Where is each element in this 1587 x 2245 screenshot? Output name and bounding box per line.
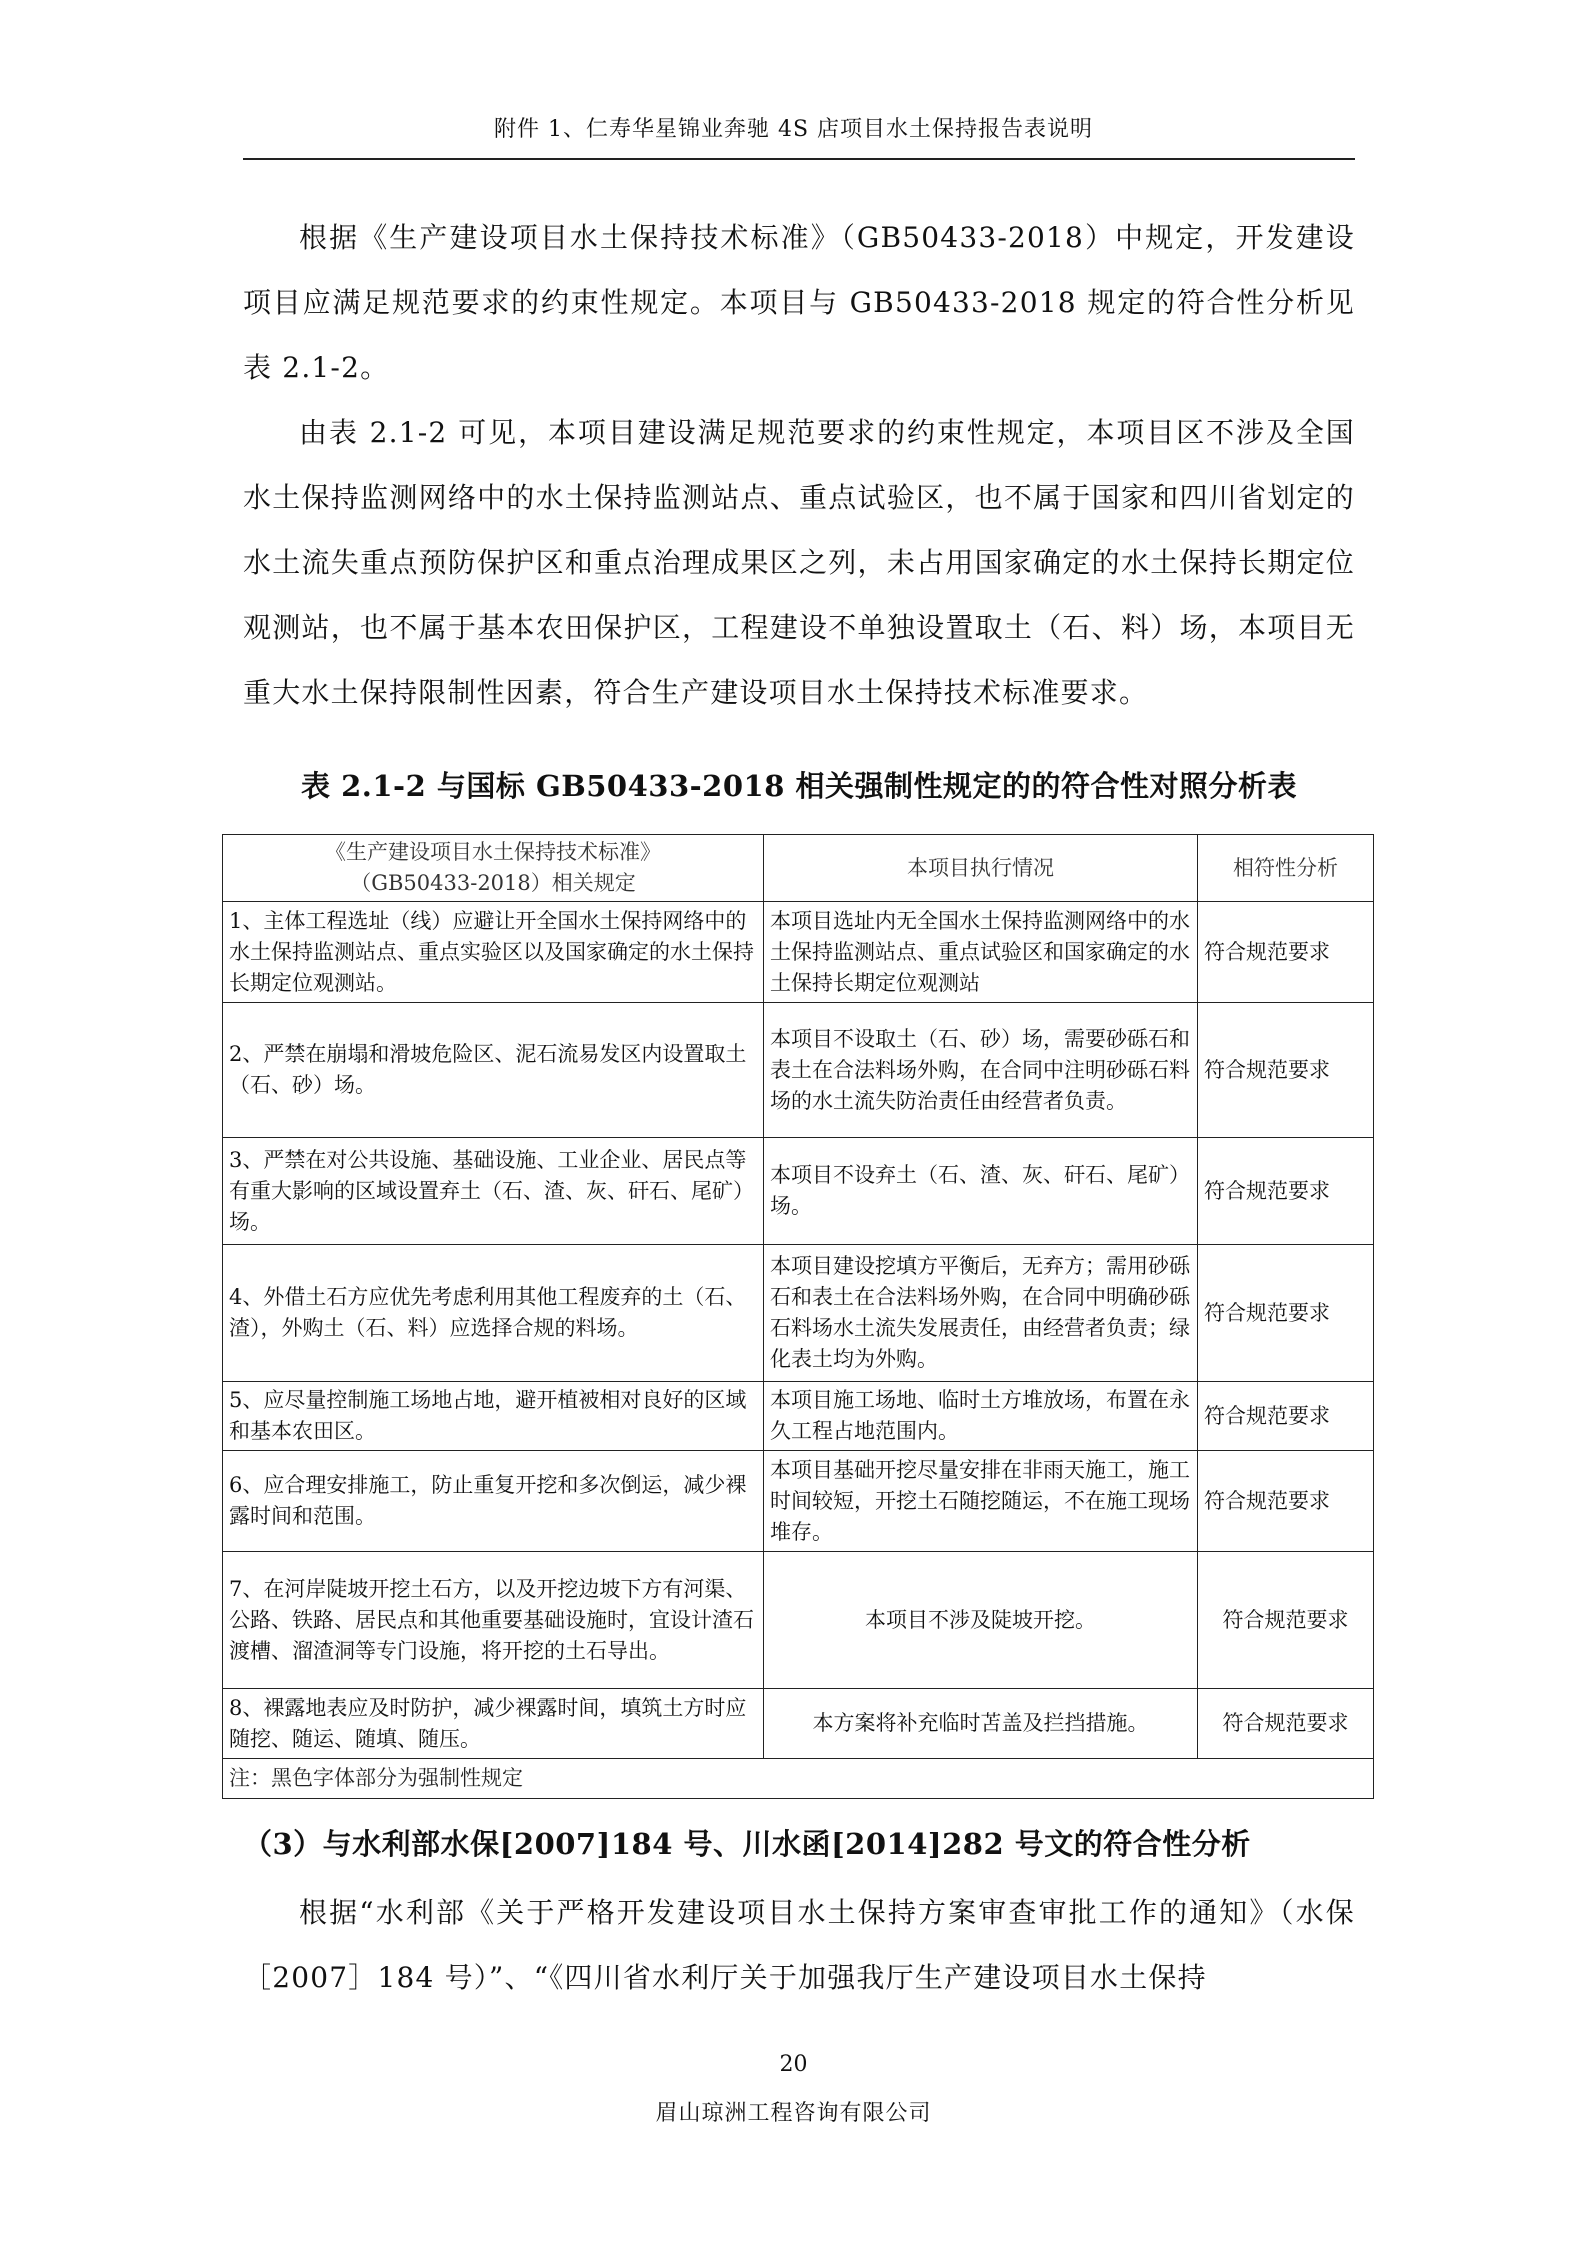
status-cell: 本项目施工场地、临时土方堆放场，布置在永久工程占地范围内。: [764, 1382, 1198, 1451]
section-heading: （3）与水利部水保[2007]184 号、川水函[2014]282 号文的符合性分析: [243, 1827, 1251, 1861]
result-cell: 符合规范要求: [1198, 902, 1374, 1003]
result-cell: 符合规范要求: [1198, 1451, 1374, 1552]
header-status: 本项目执行情况: [764, 835, 1198, 902]
table-row: [223, 1451, 1374, 1552]
table-header-row: [223, 835, 1374, 902]
header-result: 相符性分析: [1198, 835, 1374, 902]
paragraph-2: 由表 2.1-2 可见，本项目建设满足规范要求的约束性规定，本项目区不涉及全国水土保持监测网络中的水土保持监测站点、重点试验区，也不属于国家和四川省划定的水土流失重点预防保护区和重点治理成果区之列，未占用国家确定的水土保持长期定位观测站，也不属于基本农田保护区，工程建设不单独设置取土（石、料）场，本项目无重大水土保持限制性因素，符合生产建设项目水土保持技术标准要求。: [243, 416, 1355, 709]
company-name: 眉山琼洲工程咨询有限公司: [655, 2101, 932, 2126]
result-cell: 符合规范要求: [1198, 1138, 1374, 1245]
rule-cell: 7、在河岸陡坡开挖土石方，以及开挖边坡下方有河渠、公路、铁路、居民点和其他重要基础设施时，宜设计渣石渡槽、溜渣洞等专门设施，将开挖的土石导出。: [223, 1552, 764, 1689]
status-cell: 本项目基础开挖尽量安排在非雨天施工，施工时间较短，开挖土石随挖随运，不在施工现场堆存。: [764, 1451, 1198, 1552]
table-row: [223, 1245, 1374, 1382]
status-cell: 本项目不设弃土（石、渣、灰、矸石、尾矿）场。: [764, 1138, 1198, 1245]
table-row: [223, 1689, 1374, 1759]
page-number: 20: [779, 2052, 808, 2077]
rule-cell-mandatory: 2、严禁在崩塌和滑坡危险区、泥石流易发区内设置取土（石、砂）场。: [223, 1003, 764, 1138]
paragraph-3: 根据“水利部《关于严格开发建设项目水土保持方案审查审批工作的通知》（水保［2007］184 号）”、“《四川省水利厅关于加强我厅生产建设项目水土保持: [243, 1896, 1355, 1994]
status-cell: 本项目建设挖填方平衡后，无弃方；需用砂砾石和表土在合法料场外购，在合同中明确砂砾石料场水土流失发展责任，由经营者负责；绿化表土均为外购。: [764, 1245, 1198, 1382]
rule-cell: 1、主体工程选址（线）应避让开全国水土保持网络中的水土保持监测站点、重点实验区以及国家确定的水土保持长期定位观测站。: [223, 902, 764, 1003]
status-cell: 本项目选址内无全国水土保持监测网络中的水土保持监测站点、重点试验区和国家确定的水土保持长期定位观测站: [764, 902, 1198, 1003]
compliance-table: [222, 834, 1374, 1799]
result-cell: 符合规范要求: [1198, 1003, 1374, 1138]
intro-text: [243, 205, 1355, 725]
table-caption: 表 2.1-2 与国标 GB50433-2018 相关强制性规定的的符合性对照分析表: [301, 769, 1297, 803]
rule-cell: 6、应合理安排施工，防止重复开挖和多次倒运，减少裸露时间和范围。: [223, 1451, 764, 1552]
status-cell: 本项目不设取土（石、砂）场，需要砂砾石和表土在合法料场外购，在合同中注明砂砾石料场的水土流失防治责任由经营者负责。: [764, 1003, 1198, 1138]
table-row: [223, 902, 1374, 1003]
table-row: [223, 1552, 1374, 1689]
header-regulation: [223, 835, 764, 902]
page-header: 附件 1、仁寿华星锦业奔驰 4S 店项目水土保持报告表说明: [493, 117, 1094, 142]
table-row: [223, 1138, 1374, 1245]
rule-cell: 8、裸露地表应及时防护，减少裸露时间，填筑土方时应随挖、随运、随填、随压。: [223, 1689, 764, 1759]
table-row: [223, 1382, 1374, 1451]
rule-cell-mandatory: 3、严禁在对公共设施、基础设施、工业企业、居民点等有重大影响的区域设置弃土（石、渣、灰、矸石、尾矿）场。: [223, 1138, 764, 1245]
status-cell: 本方案将补充临时苫盖及拦挡措施。: [764, 1689, 1198, 1759]
paragraph-1: 根据《生产建设项目水土保持技术标准》（GB50433-2018）中规定，开发建设项目应满足规范要求的约束性规定。本项目与 GB50433-2018 规定的符合性分析见表 2.1-2。: [243, 221, 1355, 384]
status-cell: 本项目不涉及陡坡开挖。: [764, 1552, 1198, 1689]
result-cell: 符合规范要求: [1198, 1689, 1374, 1759]
section-text: [243, 1880, 1355, 2010]
header-divider: [243, 158, 1355, 160]
header-regulation-line1: 《生产建设项目水土保持技术标准》: [325, 840, 661, 864]
result-cell: 符合规范要求: [1198, 1552, 1374, 1689]
table-note-row: [223, 1759, 1374, 1799]
header-regulation-line2: （GB50433-2018）相关规定: [350, 871, 636, 895]
rule-cell: 5、应尽量控制施工场地占地，避开植被相对良好的区域和基本农田区。: [223, 1382, 764, 1451]
result-cell: 符合规范要求: [1198, 1382, 1374, 1451]
rule-cell: 4、外借土石方应优先考虑利用其他工程废弃的土（石、渣），外购土（石、料）应选择合规的料场。: [223, 1245, 764, 1382]
table-note: 注：黑色字体部分为强制性规定: [223, 1759, 1374, 1799]
result-cell: 符合规范要求: [1198, 1245, 1374, 1382]
table-row: [223, 1003, 1374, 1138]
